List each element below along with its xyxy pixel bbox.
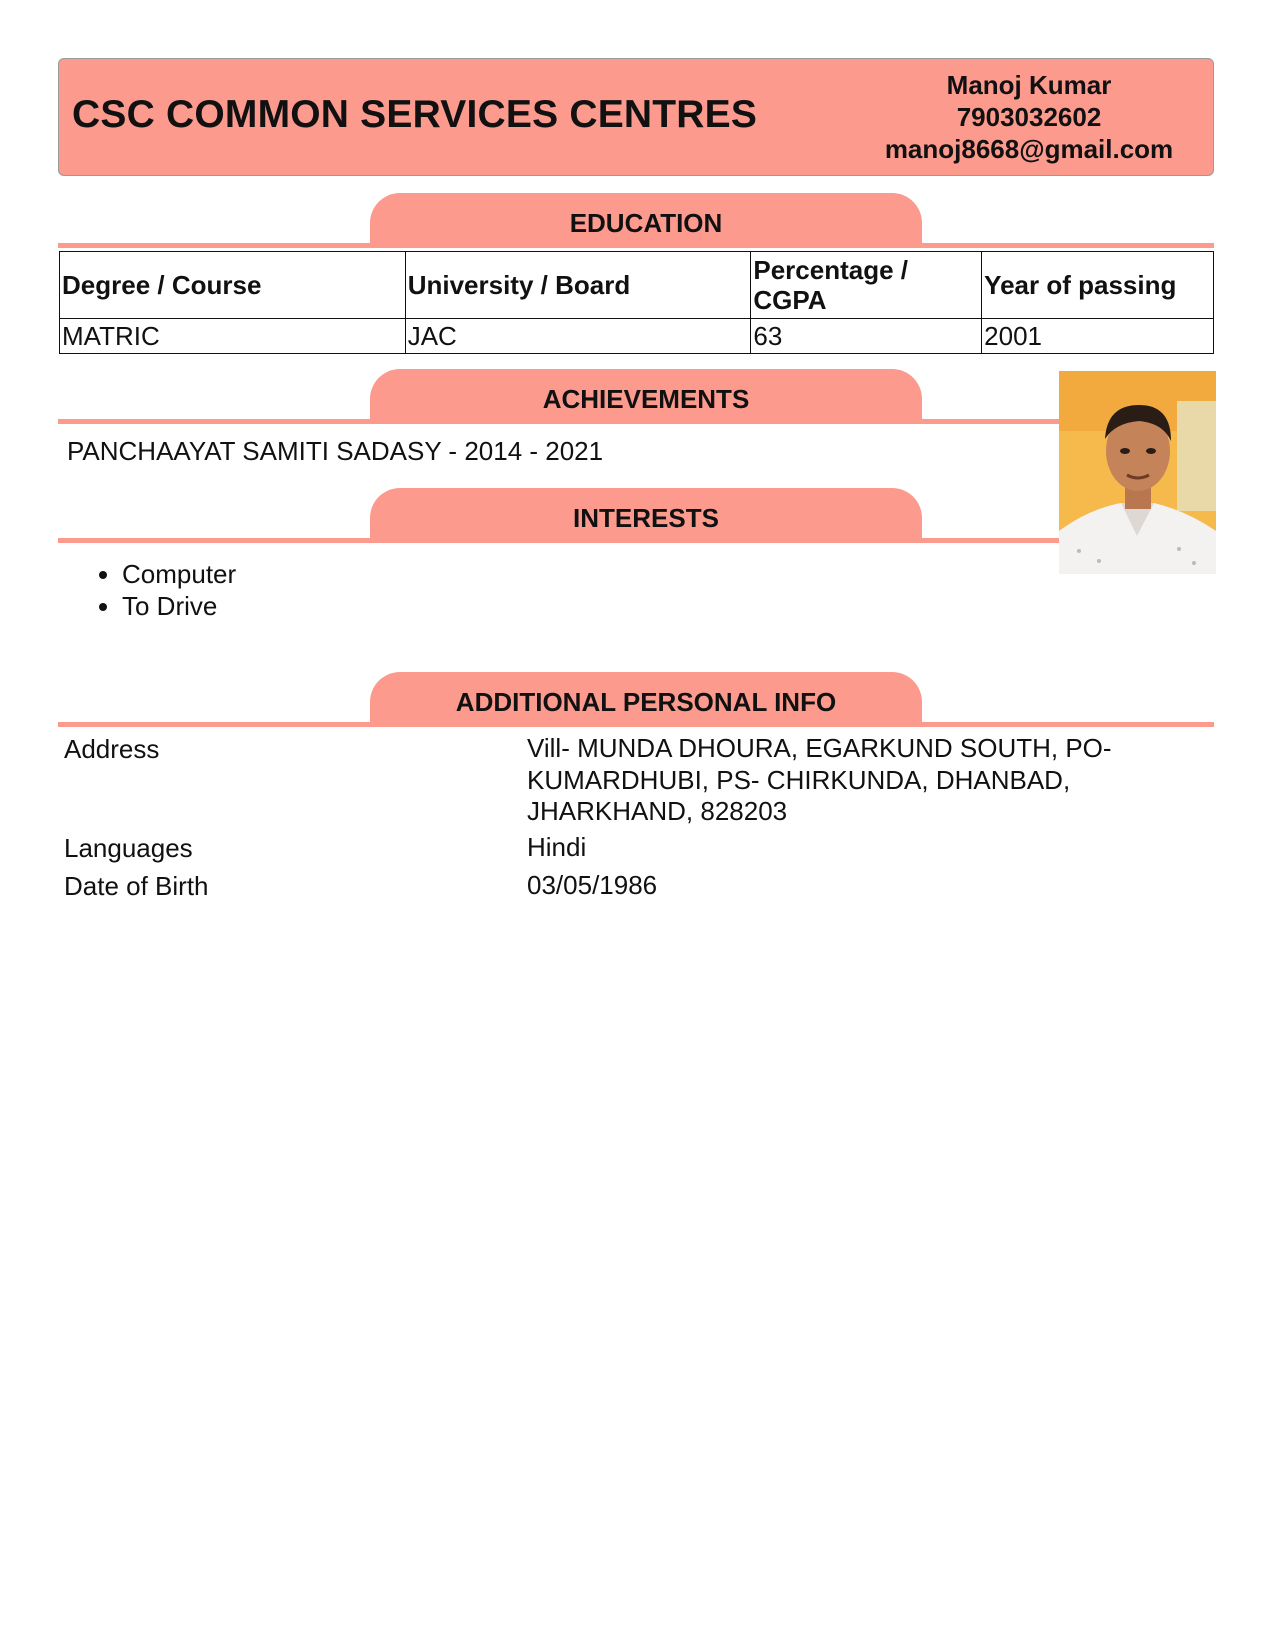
table-header-university: University / Board xyxy=(405,252,751,319)
interests-heading: INTERESTS xyxy=(370,488,922,540)
dob-value: 03/05/1986 xyxy=(527,870,658,900)
phone-number: 7903032602 xyxy=(956,102,1102,132)
languages-value: Hindi xyxy=(527,832,587,862)
additional-info-heading: ADDITIONAL PERSONAL INFO xyxy=(370,672,922,724)
table-cell-year: 2001 xyxy=(982,319,1214,354)
table-header-year: Year of passing xyxy=(982,252,1214,319)
table-header-percentage: Percentage / CGPA xyxy=(751,252,982,319)
table-row xyxy=(60,319,1214,354)
table-header-degree: Degree / Course xyxy=(60,252,406,319)
resume-header xyxy=(58,58,1214,176)
list-item: • Computer xyxy=(122,558,236,590)
education-table xyxy=(59,251,1214,354)
table-cell-degree: MATRIC xyxy=(60,319,406,354)
table-header-row xyxy=(60,252,1214,319)
organization-title: CSC COMMON SERVICES CENTRES xyxy=(72,93,758,136)
person-portrait-icon xyxy=(1059,371,1216,574)
profile-photo xyxy=(1059,371,1216,574)
table-cell-university: JAC xyxy=(405,319,751,354)
table-cell-percentage: 63 xyxy=(751,319,982,354)
email-address: manoj8668@gmail.com xyxy=(884,134,1174,164)
dob-label: Date of Birth xyxy=(64,871,209,901)
address-value: Vill- MUNDA DHOURA, EGARKUND SOUTH, PO-KUMARDHUBI, PS- CHIRKUNDA, DHANBAD, JHARKHAND, 828203 xyxy=(527,733,1112,826)
education-heading: EDUCATION xyxy=(370,193,922,245)
interests-list xyxy=(70,558,236,622)
address-label: Address xyxy=(64,734,160,764)
achievements-heading: ACHIEVEMENTS xyxy=(370,369,922,421)
person-name: Manoj Kumar xyxy=(946,70,1112,100)
list-item: • To Drive xyxy=(122,590,236,622)
contact-block xyxy=(879,69,1179,165)
languages-label: Languages xyxy=(64,833,193,863)
achievement-item: PANCHAAYAT SAMITI SADASY - 2014 - 2021 xyxy=(67,436,604,466)
